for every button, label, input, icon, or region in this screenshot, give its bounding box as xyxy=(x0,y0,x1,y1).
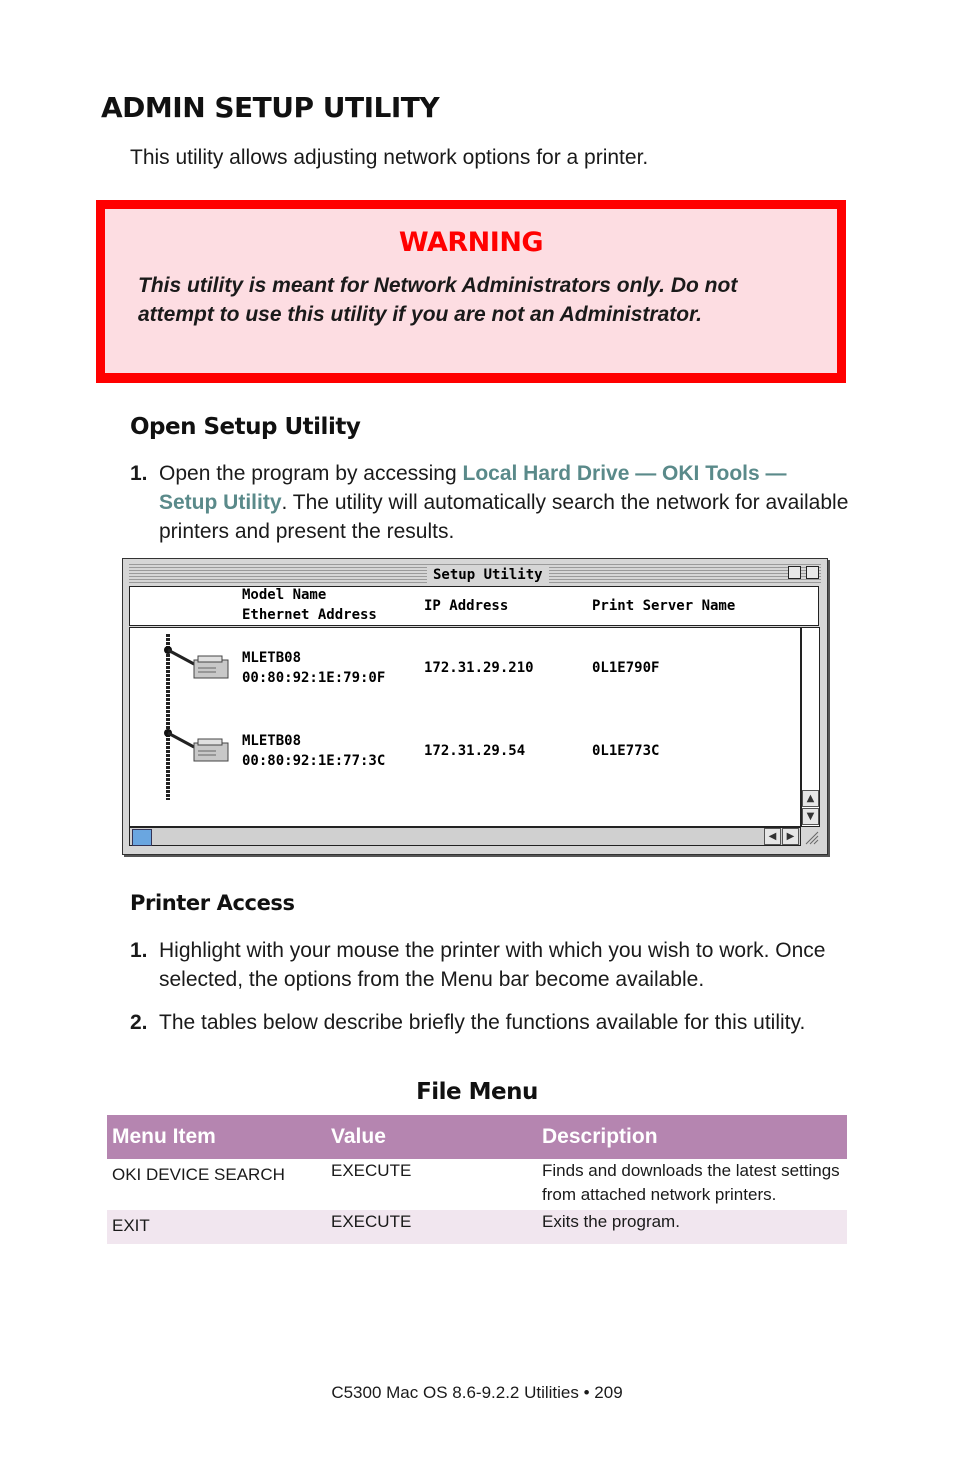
warning-title: WARNING xyxy=(398,227,544,258)
value-cell: EXECUTE xyxy=(326,1159,537,1210)
step-text: The tables below describe briefly the functions available for this utility. xyxy=(159,1011,806,1034)
network-tree-icon xyxy=(130,628,250,826)
table-row xyxy=(107,1159,847,1210)
printer-icon xyxy=(192,654,232,682)
resize-grip-icon[interactable] xyxy=(803,829,819,845)
printer-server-name: 0L1E790F xyxy=(592,660,660,676)
zoom-box-icon[interactable] xyxy=(788,566,801,579)
warning-text: This utility is meant for Network Administrators only. Do not attempt to use this utility if you are not an Administrator. xyxy=(138,274,738,326)
printer-ip: 172.31.29.210 xyxy=(424,660,534,676)
vertical-scrollbar[interactable] xyxy=(801,627,820,827)
step-text-after: . The utility will automatically search the network for available printers and present the results. xyxy=(159,491,849,543)
scroll-right-icon[interactable]: ▶ xyxy=(782,828,799,845)
header-menu-item: Menu Item xyxy=(107,1115,326,1159)
window-title: Setup Utility xyxy=(427,565,549,585)
printer-access-step xyxy=(130,1008,850,1037)
setup-utility-path-link[interactable]: Local Hard Drive — OKI Tools — Setup Utility xyxy=(159,462,787,514)
list-header xyxy=(129,586,819,626)
page-footer: C5300 Mac OS 8.6-9.2.2 Utilities • 209 xyxy=(331,1383,623,1402)
menu-item-cell: EXIT xyxy=(107,1210,326,1244)
step-number: 1. xyxy=(130,462,148,485)
printer-row[interactable] xyxy=(192,654,232,687)
column-ip-address[interactable]: IP Address xyxy=(424,598,509,614)
printer-server-name: 0L1E773C xyxy=(592,743,660,759)
printer-mac: 00:80:92:1E:79:0F xyxy=(242,670,386,686)
warning-box xyxy=(96,200,846,383)
window-titlebar[interactable] xyxy=(129,562,821,584)
column-model-name[interactable]: Model Name xyxy=(242,587,327,603)
menu-item-cell: OKI DEVICE SEARCH xyxy=(107,1159,326,1210)
printer-model: MLETB08 xyxy=(242,733,302,749)
table-row xyxy=(107,1210,847,1244)
step-text-before: Open the program by accessing xyxy=(159,462,463,485)
step-number: 2. xyxy=(130,1011,148,1034)
setup-utility-window xyxy=(122,558,828,855)
printer-list xyxy=(129,627,801,827)
column-ethernet-address[interactable]: Ethernet Address xyxy=(242,607,377,623)
scroll-thumb[interactable] xyxy=(132,829,152,846)
printer-icon xyxy=(192,737,232,765)
printer-model: MLETB08 xyxy=(242,650,302,666)
printer-ip: 172.31.29.54 xyxy=(424,743,526,759)
collapse-box-icon[interactable] xyxy=(806,566,819,579)
page-title: ADMIN SETUP UTILITY xyxy=(101,91,440,124)
file-menu-table xyxy=(107,1115,847,1244)
scroll-down-icon[interactable]: ▼ xyxy=(802,808,819,825)
scroll-left-icon[interactable]: ◀ xyxy=(764,828,781,845)
printer-row[interactable] xyxy=(192,737,232,770)
printer-access-heading: Printer Access xyxy=(130,891,295,915)
open-setup-heading: Open Setup Utility xyxy=(130,414,361,440)
intro-text: This utility allows adjusting network options for a printer. xyxy=(130,146,649,169)
scroll-up-icon[interactable]: ▲ xyxy=(802,790,819,807)
printer-mac: 00:80:92:1E:77:3C xyxy=(242,753,386,769)
header-value: Value xyxy=(326,1115,537,1159)
value-cell: EXECUTE xyxy=(326,1210,537,1244)
horizontal-scrollbar[interactable] xyxy=(129,827,801,846)
column-print-server-name[interactable]: Print Server Name xyxy=(592,598,736,614)
printer-access-step xyxy=(130,936,850,994)
description-cell: Exits the program. xyxy=(537,1210,847,1244)
step-text: Highlight with your mouse the printer with which you wish to work. Once selected, the options from the Menu bar become available. xyxy=(159,939,826,991)
description-cell: Finds and downloads the latest settings from attached network printers. xyxy=(537,1159,847,1210)
header-description: Description xyxy=(537,1115,847,1159)
open-setup-step xyxy=(130,459,850,546)
step-number: 1. xyxy=(130,939,148,962)
file-menu-title: File Menu xyxy=(416,1079,538,1105)
